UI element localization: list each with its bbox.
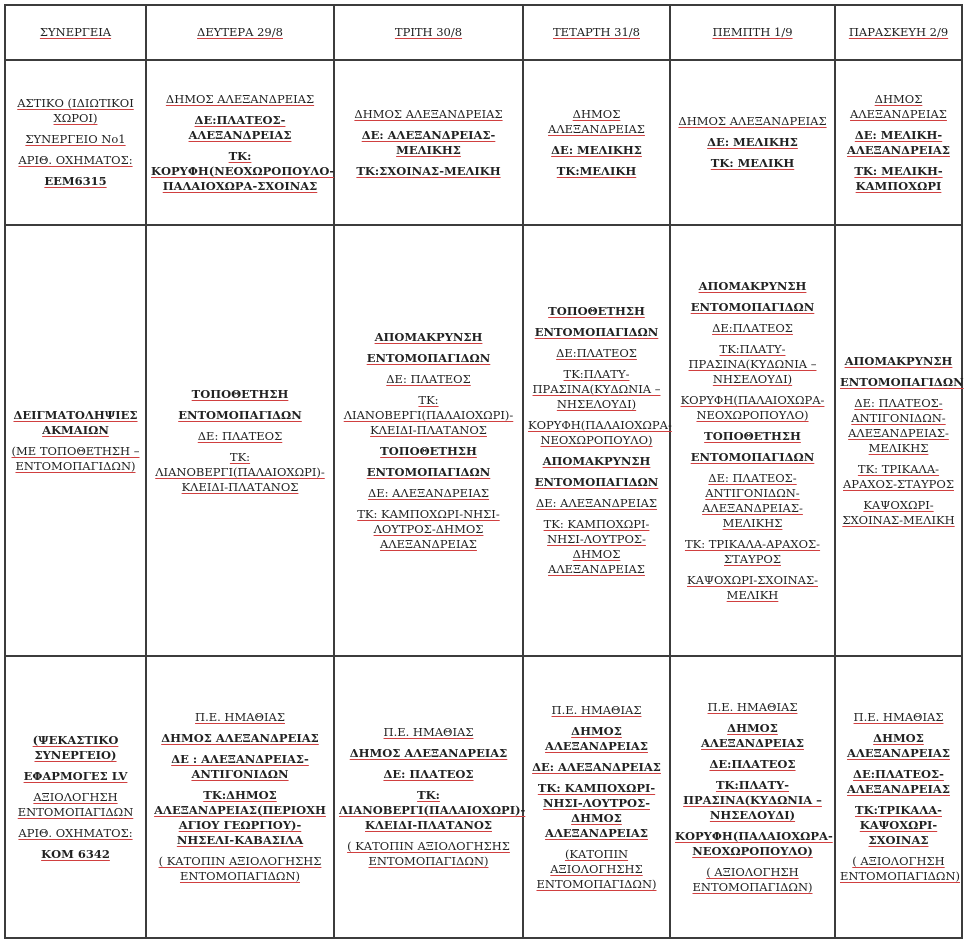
cell-thursday — [670, 60, 835, 225]
cell-line: ΤΟΠΟΘΕΤΗΣΗ — [704, 428, 801, 443]
cell-line: ΚΟΡΥΦΗ(ΠΑΛΑΙΟΧΩΡΑ-ΝΕΟΧΩΡΟΠΟΥΛΟ) — [680, 392, 825, 422]
cell-line: ΤΚ: ΜΕΛΙΚΗ-ΚΑΜΠΟΧΩΡΙ — [854, 163, 943, 193]
cell-line: ΕΝΤΟΜΟΠΑΓΙΔΩΝ — [366, 350, 491, 365]
cell-line: ΤΚ:ΣΧΟΙΝΑΣ-ΜΕΛΙΚΗ — [356, 163, 501, 178]
cell-line: Π.Ε. ΗΜΑΘΙΑΣ — [853, 710, 944, 724]
cell-line: ΔΕ: ΠΛΑΤΕΟΣ-ΑΝΤΙΓΟΝΙΔΩΝ-ΑΛΕΞΑΝΔΡΕΙΑΣ-ΜΕΛΙΚΗΣ — [702, 470, 803, 530]
cell-line: ΤΚ:ΔΗΜΟΣ ΑΛΕΞΑΝΔΡΕΙΑΣ(ΠΕΡΙΟΧΗ ΑΓΙΟΥ ΓΕΩΡΓΙΟΥ)- ΝΗΣΕΛΙ-ΚΑΒΑΣΙΛΑ — [154, 788, 326, 847]
cell-wednesday — [523, 60, 670, 225]
cell-line: ΔΗΜΟΣ ΑΛΕΞΑΝΔΡΕΙΑΣ — [850, 91, 947, 121]
cell-line: ΕΦΑΡΜΟΓΕΣ LV — [23, 768, 128, 783]
cell-line: ΕΕΜ6315 — [44, 174, 107, 188]
cell-line: ΑΡΙΘ. ΟΧΗΜΑΤΟΣ: — [18, 825, 133, 840]
cell-line: ΑΠΟΜΑΚΡΥΝΣΗ — [844, 353, 953, 368]
cell-tuesday — [334, 60, 523, 225]
cell-line: ΤΚ: ΛΙΑΝΟΒΕΡΓΙ(ΠΑΛΑΙΟΧΩΡΙ)-ΚΛΕΙΔΙ-ΠΛΑΤΑΝΟΣ — [343, 392, 514, 437]
cell-line: ΔΕ: ΑΛΕΞΑΝΔΡΕΙΑΣ — [535, 496, 658, 510]
cell-line: ΤΚ: ΚΑΜΠΟΧΩΡΙ-ΝΗΣΙ-ΛΟΥΤΡΟΣ-ΔΗΜΟΣ ΑΛΕΞΑΝΔΡΕΙΑΣ — [543, 517, 650, 576]
cell-wednesday — [523, 225, 670, 656]
cell-line: ΤΟΠΟΘΕΤΗΣΗ — [191, 386, 289, 401]
cell-tuesday — [334, 225, 523, 656]
cell-line: Π.Ε. ΗΜΑΘΙΑΣ — [383, 725, 474, 739]
cell-line: ( ΚΑΤΟΠΙΝ ΑΞΙΟΛΟΓΗΣΗΣ ΕΝΤΟΜΟΠΑΓΙΔΩΝ) — [347, 839, 510, 868]
header-friday: ΠΑΡΑΣΚΕΥΗ 2/9 — [835, 5, 962, 60]
cell-thursday — [670, 225, 835, 656]
cell-friday — [835, 60, 962, 225]
cell-line: ΔΕ: ΜΕΛΙΚΗΣ — [551, 142, 642, 157]
crew-cell — [5, 656, 146, 938]
cell-line: ΚΟΜ 6342 — [41, 846, 110, 861]
header-row — [5, 5, 962, 60]
cell-line: ΚΟΡΥΦΗ(ΠΑΛΑΙΟΧΩΡΑ-ΝΕΟΧΩΡΟΠΟΥΛΟ) — [675, 828, 833, 858]
cell-line: ΔΗΜΟΣ ΑΛΕΞΑΝΔΡΕΙΑΣ — [349, 746, 508, 760]
cell-line: ΔΗΜΟΣ ΑΛΕΞΑΝΔΡΕΙΑΣ — [354, 106, 503, 121]
cell-line: ΕΝΤΟΜΟΠΑΓΙΔΩΝ — [840, 374, 964, 389]
cell-line: Π.Ε. ΗΜΑΘΙΑΣ — [195, 710, 285, 724]
header-tuesday: ΤΡΙΤΗ 30/8 — [334, 5, 523, 60]
cell-line: ΕΝΤΟΜΟΠΑΓΙΔΩΝ — [534, 325, 659, 339]
cell-line: ΤΚ: ΚΑΜΠΟΧΩΡΙ-ΝΗΣΙ-ΛΟΥΤΡΟΣ-ΔΗΜΟΣ ΑΛΕΞΑΝΔΡΕΙΑΣ — [357, 506, 500, 551]
cell-line: ΤΚ: ΚΟΡΥΦΗ(ΝΕΟΧΩΡΟΠΟΥΛΟ-ΠΑΛΑΙΟΧΩΡΑ-ΣΧΟΙΝΑΣ — [151, 148, 335, 193]
cell-line: ΔΕ: ΜΕΛΙΚΗΣ — [707, 135, 798, 149]
cell-line: ΔΕ: ΠΛΑΤΕΟΣ — [197, 428, 283, 443]
cell-line: ΤΟΠΟΘΕΤΗΣΗ — [548, 304, 645, 318]
crew-cell — [5, 60, 146, 225]
cell-tuesday — [334, 656, 526, 938]
cell-line: ΚΑΨΟΧΩΡΙ-ΣΧΟΙΝΑΣ-ΜΕΛΙΚΗ — [842, 497, 955, 527]
cell-monday — [146, 656, 334, 938]
cell-friday — [835, 656, 962, 938]
cell-line: ΔΕ:ΠΛΑΤΕΟΣ — [709, 756, 796, 771]
cell-line: ΤΚ: ΤΡΙΚΑΛΑ-ΑΡΑΧΟΣ-ΣΤΑΥΡΟΣ — [684, 536, 821, 566]
cell-line: ΕΝΤΟΜΟΠΑΓΙΔΩΝ — [690, 449, 815, 464]
cell-line: ( ΑΞΙΟΛΟΓΗΣΗ ΕΝΤΟΜΟΠΑΓΙΔΩΝ) — [840, 854, 961, 883]
cell-line: ΑΞΙΟΛΟΓΗΣΗ ΕΝΤΟΜΟΠΑΓΙΔΩΝ — [17, 789, 134, 819]
cell-line: ΔΕ: ΜΕΛΙΚΗ-ΑΛΕΞΑΝΔΡΕΙΑΣ — [847, 127, 950, 157]
cell-line: ΕΝΤΟΜΟΠΑΓΙΔΩΝ — [178, 407, 302, 422]
cell-line: ΔΗΜΟΣ ΑΛΕΞΑΝΔΡΕΙΑΣ — [678, 114, 827, 128]
cell-line: ΔΕ : ΑΛΕΞΑΝΔΡΕΙΑΣ-ΑΝΤΙΓΟΝΙΔΩΝ — [171, 752, 309, 781]
cell-line: ΔΗΜΟΣ ΑΛΕΞΑΝΔΡΕΙΑΣ — [545, 723, 648, 753]
cell-line: ( ΑΞΙΟΛΟΓΗΣΗ ΕΝΤΟΜΟΠΑΓΙΔΩΝ) — [692, 864, 813, 894]
cell-line: ΤΚ:ΤΡΙΚΑΛΑ-ΚΑΨΟΧΩΡΙ-ΣΧΟΙΝΑΣ — [855, 803, 942, 847]
cell-line: ΑΡΙΘ. ΟΧΗΜΑΤΟΣ: — [18, 153, 133, 167]
cell-line: ΑΣΤΙΚΟ (ΙΔΙΩΤΙΚΟΙ ΧΩΡΟΙ) — [17, 96, 134, 125]
cell-line: ΕΝΤΟΜΟΠΑΓΙΔΩΝ — [366, 464, 491, 479]
cell-monday — [146, 60, 334, 225]
cell-thursday — [670, 656, 835, 938]
cell-line: ΑΠΟΜΑΚΡΥΝΣΗ — [374, 329, 483, 344]
cell-line: ΤΚ:ΠΛΑΤΥ-ΠΡΑΣΙΝΑ(ΚΥΔΩΝΙΑ – ΝΗΣΕΛΟΥΔΙ) — [683, 777, 822, 822]
cell-line: ΔΗΜΟΣ ΑΛΕΞΑΝΔΡΕΙΑΣ — [165, 91, 315, 106]
cell-line: ΤΚ: ΤΡΙΚΑΛΑ-ΑΡΑΧΟΣ-ΣΤΑΥΡΟΣ — [843, 461, 954, 491]
cell-line: ΑΠΟΜΑΚΡΥΝΣΗ — [542, 454, 651, 468]
cell-line: ΤΚ: ΚΑΜΠΟΧΩΡΙ-ΝΗΣΙ-ΛΟΥΤΡΟΣ-ΔΗΜΟΣ ΑΛΕΞΑΝΔΡΕΙΑΣ — [537, 780, 656, 840]
cell-line: ΤΚ:ΠΛΑΤΥ-ΠΡΑΣΙΝΑ(ΚΥΔΩΝΙΑ – ΝΗΣΕΛΟΥΔΙ) — [532, 367, 661, 411]
sampling-crew-row — [5, 225, 962, 656]
cell-line: ΤΟΠΟΘΕΤΗΣΗ — [380, 443, 477, 458]
cell-line: (ΨΕΚΑΣΤΙΚΟ ΣΥΝΕΡΓΕΙΟ) — [32, 732, 119, 762]
cell-line: ΚΑΨΟΧΩΡΙ-ΣΧΟΙΝΑΣ-ΜΕΛΙΚΗ — [687, 572, 818, 602]
cell-wednesday — [523, 656, 670, 938]
cell-line: ΔΗΜΟΣ ΑΛΕΞΑΝΔΡΕΙΑΣ — [548, 106, 645, 136]
cell-line: ΔΕ:ΠΛΑΤΕΟΣ-ΑΛΕΞΑΝΔΡΕΙΑΣ — [188, 112, 292, 142]
cell-line: ΤΚ: ΛΙΑΝΟΒΕΡΓΙ(ΠΑΛΑΙΟΧΩΡΙ)-ΚΛΕΙΔΙ-ΠΛΑΤΑΝΟΣ — [155, 449, 325, 494]
cell-line: ΤΚ:ΜΕΛΙΚΗ — [556, 163, 637, 178]
cell-line: ΤΚ:ΠΛΑΤΥ-ΠΡΑΣΙΝΑ(ΚΥΔΩΝΙΑ – ΝΗΣΕΛΟΥΔΙ) — [688, 341, 817, 386]
crew-cell — [5, 225, 146, 656]
cell-line: ΚΟΡΥΦΗ(ΠΑΛΑΙΟΧΩΡΑ-ΝΕΟΧΩΡΟΠΟΥΛΟ) — [528, 418, 672, 447]
cell-line: ΤΚ: ΜΕΛΙΚΗ — [710, 156, 795, 170]
cell-line: Π.Ε. ΗΜΑΘΙΑΣ — [707, 699, 798, 714]
header-thursday: ΠΕΜΠΤΗ 1/9 — [670, 5, 835, 60]
cell-line: ( ΚΑΤΟΠΙΝ ΑΞΙΟΛΟΓΗΣΗΣ ΕΝΤΟΜΟΠΑΓΙΔΩΝ) — [158, 854, 322, 883]
cell-line: ΔΗΜΟΣ ΑΛΕΞΑΝΔΡΕΙΑΣ — [161, 731, 319, 745]
schedule-table — [4, 4, 963, 939]
cell-line: ΔΕ: ΠΛΑΤΕΟΣ — [386, 371, 471, 386]
cell-line: ΔΗΜΟΣ ΑΛΕΞΑΝΔΡΕΙΑΣ — [847, 731, 950, 760]
cell-line: ΔΕ: ΑΛΕΞΑΝΔΡΕΙΑΣ-ΜΕΛΙΚΗΣ — [361, 127, 496, 157]
cell-line: Π.Ε. ΗΜΑΘΙΑΣ — [551, 702, 642, 717]
cell-line: ΔΕ: ΠΛΑΤΕΟΣ — [383, 767, 474, 781]
cell-line: ΔΕ:ΠΛΑΤΕΟΣ — [556, 346, 637, 360]
cell-line: ΕΝΤΟΜΟΠΑΓΙΔΩΝ — [690, 299, 815, 314]
cell-line: ΕΝΤΟΜΟΠΑΓΙΔΩΝ — [534, 475, 659, 489]
cell-line: ΣΥΝΕΡΓΕΙΟ Νο1 — [25, 132, 126, 146]
cell-friday — [835, 225, 962, 656]
cell-line: ΤΚ: ΛΙΑΝΟΒΕΡΓΙ(ΠΑΛΑΙΟΧΩΡΙ)-ΚΛΕΙΔΙ-ΠΛΑΤΑΝΟΣ — [339, 788, 526, 832]
spraying-crew-row — [5, 656, 962, 938]
cell-line: ΔΕ: ΠΛΑΤΕΟΣ-ΑΝΤΙΓΟΝΙΔΩΝ-ΑΛΕΞΑΝΔΡΕΙΑΣ-ΜΕΛΙΚΗΣ — [848, 395, 949, 455]
cell-line: (ΚΑΤΟΠΙΝ ΑΞΙΟΛΟΓΗΣΗΣ ΕΝΤΟΜΟΠΑΓΙΔΩΝ) — [536, 846, 657, 891]
cell-line: ΔΕ:ΠΛΑΤΕΟΣ — [712, 320, 793, 335]
cell-line: (ΜΕ ΤΟΠΟΘΕΤΗΣΗ – ΕΝΤΟΜΟΠΑΓΙΔΩΝ) — [11, 443, 140, 473]
header-wednesday: ΤΕΤΑΡΤΗ 31/8 — [523, 5, 670, 60]
cell-line: ΔΗΜΟΣ ΑΛΕΞΑΝΔΡΕΙΑΣ — [701, 720, 804, 750]
cell-line: ΔΕ: ΑΛΕΞΑΝΔΡΕΙΑΣ — [532, 759, 661, 774]
header-crews: ΣΥΝΕΡΓΕΙΑ — [5, 5, 146, 60]
header-monday: ΔΕΥΤΕΡΑ 29/8 — [146, 5, 334, 60]
urban-crew-row — [5, 60, 962, 225]
cell-monday — [146, 225, 334, 656]
cell-line: ΔΕ: ΑΛΕΞΑΝΔΡΕΙΑΣ — [367, 485, 490, 500]
cell-line: ΑΠΟΜΑΚΡΥΝΣΗ — [698, 278, 807, 293]
cell-line: ΔΕΙΓΜΑΤΟΛΗΨΙΕΣ ΑΚΜΑΙΩΝ — [13, 407, 138, 437]
cell-line: ΔΕ:ΠΛΑΤΕΟΣ-ΑΛΕΞΑΝΔΡΕΙΑΣ — [847, 767, 950, 796]
